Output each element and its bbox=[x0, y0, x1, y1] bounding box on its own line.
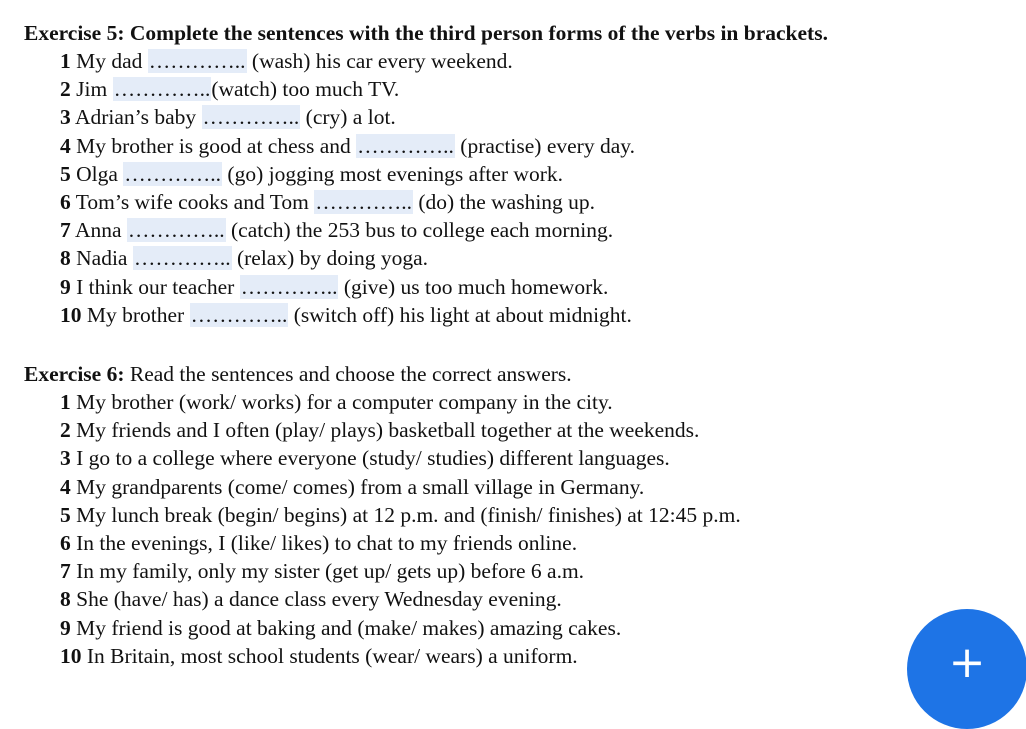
exercise-5-item bbox=[60, 301, 635, 329]
answer-blank[interactable]: ………….. bbox=[202, 105, 300, 130]
exercise-6-item bbox=[60, 557, 741, 585]
exercise-5-instruction: : Complete the sentences with the third person forms of the verbs in brackets. bbox=[117, 21, 828, 45]
exercise-6-item bbox=[60, 529, 741, 557]
exercise-5-item bbox=[60, 216, 635, 244]
item-number: 1 bbox=[60, 390, 71, 414]
exercise-5-title bbox=[24, 19, 828, 47]
exercise-5-item bbox=[60, 244, 635, 272]
sentence-text: In the evenings, I (like/ likes) to chat to my friends online. bbox=[70, 530, 578, 555]
item-number: 1 bbox=[60, 49, 71, 73]
item-number: 6 bbox=[60, 530, 71, 555]
sentence-before: My dad bbox=[70, 49, 148, 73]
sentence-after: (do) the washing up. bbox=[412, 189, 596, 214]
exercise-5-item bbox=[60, 160, 635, 188]
exercise-5-label: Exercise 5 bbox=[24, 21, 118, 45]
sentence-before: Nadia bbox=[70, 246, 133, 271]
exercise-6-item bbox=[60, 473, 741, 501]
sentence-text: My lunch break (begin/ begins) at 12 p.m. and (finish/ finishes) at 12:45 p.m. bbox=[70, 502, 741, 527]
plus-icon: + bbox=[948, 637, 986, 688]
exercise-6-title bbox=[24, 360, 572, 388]
exercise-5-item bbox=[60, 132, 635, 160]
exercise-5-item bbox=[60, 103, 635, 131]
sentence-after: (relax) by doing yoga. bbox=[231, 246, 429, 271]
sentence-after: (switch off) his light at about midnight. bbox=[288, 302, 632, 327]
item-number: 5 bbox=[60, 502, 71, 527]
item-number: 3 bbox=[60, 105, 71, 130]
answer-blank[interactable]: ………….. bbox=[133, 246, 231, 271]
sentence-text: My friend is good at baking and (make/ makes) amazing cakes. bbox=[70, 615, 622, 640]
answer-blank[interactable]: ………….. bbox=[190, 302, 288, 327]
exercise-5-item bbox=[60, 273, 635, 301]
sentence-text: My friends and I often (play/ plays) basketball together at the weekends. bbox=[70, 418, 700, 443]
sentence-text: She (have/ has) a dance class every Wednesday evening. bbox=[70, 587, 562, 612]
sentence-after: (practise) every day. bbox=[454, 133, 635, 158]
answer-blank[interactable]: ………….. bbox=[124, 161, 222, 186]
answer-blank[interactable]: ………….. bbox=[240, 274, 338, 299]
exercise-6-item bbox=[60, 501, 741, 529]
exercise-5-list bbox=[60, 47, 635, 329]
exercise-6-item bbox=[60, 444, 741, 472]
item-number: 7 bbox=[60, 218, 71, 243]
sentence-text: My grandparents (come/ comes) from a small village in Germany. bbox=[70, 474, 645, 499]
sentence-before: I think our teacher bbox=[70, 274, 240, 299]
sentence-before: Adrian’s baby bbox=[70, 105, 202, 130]
sentence-before: Jim bbox=[70, 77, 113, 102]
sentence-before: Anna bbox=[70, 218, 127, 243]
item-number: 9 bbox=[60, 615, 71, 640]
item-number: 5 bbox=[60, 161, 71, 186]
exercise-6-item bbox=[60, 585, 741, 613]
item-number: 9 bbox=[60, 274, 71, 299]
item-number: 4 bbox=[60, 133, 71, 158]
sentence-after: (cry) a lot. bbox=[300, 105, 396, 130]
item-number: 2 bbox=[60, 77, 71, 102]
answer-blank[interactable]: ………….. bbox=[148, 49, 246, 73]
sentence-text: In my family, only my sister (get up/ gets up) before 6 a.m. bbox=[70, 559, 585, 584]
exercise-6-item bbox=[60, 416, 741, 444]
exercise-5-item bbox=[60, 75, 635, 103]
answer-blank[interactable]: ………….. bbox=[315, 189, 412, 214]
sentence-before: Tom’s wife cooks and Tom bbox=[70, 189, 315, 214]
answer-blank[interactable]: ………….. bbox=[357, 133, 454, 158]
item-number: 7 bbox=[60, 559, 71, 584]
sentence-before: Olga bbox=[70, 161, 124, 186]
sentence-after: (give) us too much homework. bbox=[338, 274, 609, 299]
exercise-6-item bbox=[60, 642, 741, 670]
answer-blank[interactable]: ………….. bbox=[127, 218, 225, 243]
add-answer-button[interactable] bbox=[907, 609, 1026, 729]
item-number: 8 bbox=[60, 246, 71, 271]
exercise-5-item bbox=[60, 47, 635, 75]
item-number: 2 bbox=[60, 418, 71, 443]
item-number: 10 bbox=[60, 302, 82, 327]
sentence-before: My brother bbox=[81, 302, 190, 327]
sentence-text: I go to a college where everyone (study/ studies) different languages. bbox=[70, 446, 670, 471]
sentence-after: (go) jogging most evenings after work. bbox=[222, 161, 563, 186]
item-number: 8 bbox=[60, 587, 71, 612]
item-number: 4 bbox=[60, 474, 71, 499]
exercise-5-item bbox=[60, 188, 635, 216]
sentence-text: My brother (work/ works) for a computer company in the city. bbox=[70, 390, 613, 414]
answer-blank[interactable]: ………….. bbox=[113, 77, 211, 102]
sentence-after: (catch) the 253 bus to college each morning. bbox=[225, 218, 614, 243]
item-number: 3 bbox=[60, 446, 71, 471]
exercise-6-item bbox=[60, 614, 741, 642]
exercise-6-item bbox=[60, 388, 741, 416]
sentence-after: (wash) his car every weekend. bbox=[246, 49, 513, 73]
sentence-before: My brother is good at chess and bbox=[70, 133, 357, 158]
item-number: 10 bbox=[60, 643, 82, 668]
exercise-6-list bbox=[60, 388, 741, 670]
item-number: 6 bbox=[60, 189, 71, 214]
sentence-text: In Britain, most school students (wear/ wears) a uniform. bbox=[81, 643, 578, 668]
exercise-6-label: Exercise 6: bbox=[24, 362, 125, 386]
exercise-6-instruction: Read the sentences and choose the correct answers. bbox=[124, 362, 572, 386]
sentence-after: (watch) too much TV. bbox=[211, 77, 400, 102]
